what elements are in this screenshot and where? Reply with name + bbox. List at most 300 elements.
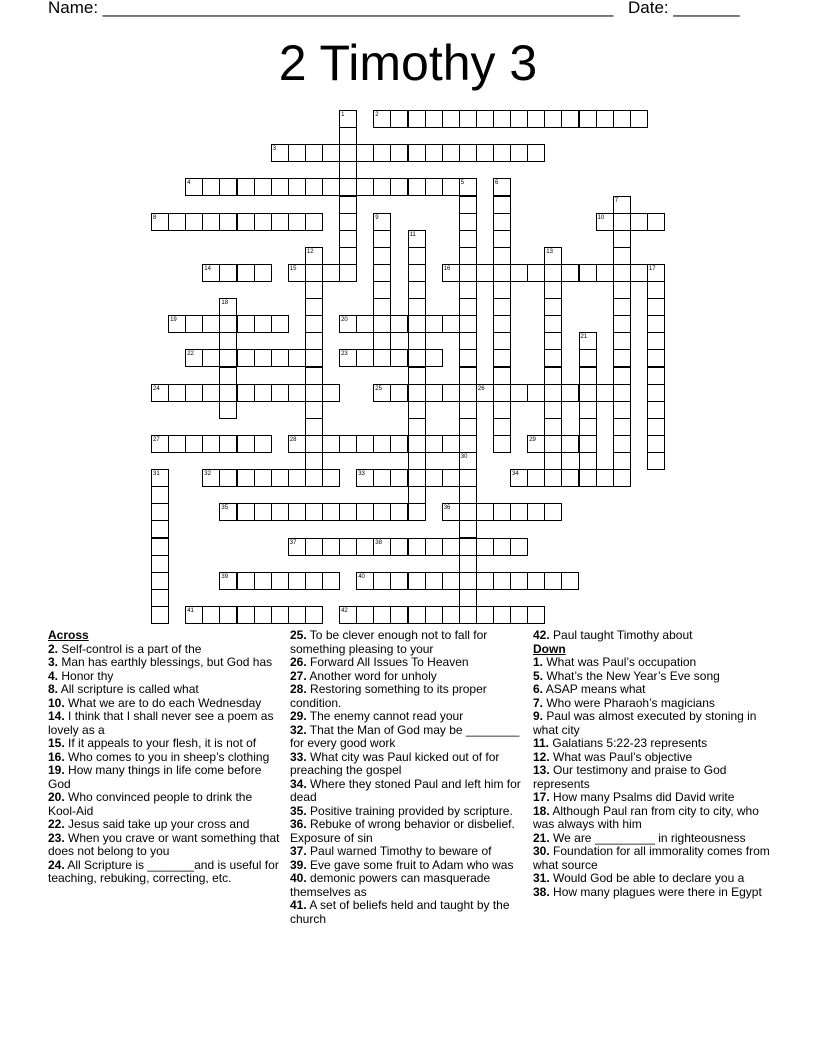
grid-cell[interactable] — [493, 178, 511, 196]
grid-cell[interactable] — [561, 384, 579, 402]
grid-cell[interactable] — [288, 384, 306, 402]
grid-cell[interactable] — [254, 178, 272, 196]
grid-cell[interactable] — [339, 606, 357, 624]
grid-cell[interactable] — [390, 384, 408, 402]
grid-cell[interactable] — [271, 349, 289, 367]
grid-cell[interactable] — [254, 606, 272, 624]
grid-cell[interactable] — [613, 298, 631, 316]
grid-cell[interactable] — [647, 418, 665, 436]
grid-cell[interactable] — [390, 572, 408, 590]
grid-cell[interactable] — [305, 401, 323, 419]
grid-cell[interactable] — [373, 435, 391, 453]
grid-cell[interactable] — [356, 469, 374, 487]
grid-cell[interactable] — [254, 384, 272, 402]
grid-cell[interactable] — [339, 315, 357, 333]
grid-cell[interactable] — [408, 349, 426, 367]
grid-cell[interactable] — [151, 435, 169, 453]
grid-cell[interactable] — [425, 538, 443, 556]
grid-cell[interactable] — [544, 435, 562, 453]
grid-cell[interactable] — [596, 213, 614, 231]
grid-cell[interactable] — [561, 572, 579, 590]
grid-cell[interactable] — [579, 349, 597, 367]
grid-cell[interactable] — [339, 127, 357, 145]
grid-cell[interactable] — [544, 264, 562, 282]
grid-cell[interactable] — [544, 418, 562, 436]
grid-cell[interactable] — [305, 247, 323, 265]
grid-cell[interactable] — [322, 435, 340, 453]
grid-cell[interactable] — [459, 349, 477, 367]
grid-cell[interactable] — [271, 178, 289, 196]
grid-cell[interactable] — [185, 315, 203, 333]
grid-cell[interactable] — [544, 469, 562, 487]
grid-cell[interactable] — [459, 503, 477, 521]
grid-cell[interactable] — [322, 144, 340, 162]
grid-cell[interactable] — [510, 144, 528, 162]
grid-cell[interactable] — [630, 213, 648, 231]
grid-cell[interactable] — [613, 196, 631, 214]
grid-cell[interactable] — [613, 213, 631, 231]
grid-cell[interactable] — [288, 469, 306, 487]
grid-cell[interactable] — [305, 178, 323, 196]
grid-cell[interactable] — [408, 247, 426, 265]
grid-cell[interactable] — [493, 503, 511, 521]
grid-cell[interactable] — [476, 606, 494, 624]
grid-cell[interactable] — [579, 418, 597, 436]
grid-cell[interactable] — [219, 469, 237, 487]
grid-cell[interactable] — [408, 418, 426, 436]
grid-cell[interactable] — [254, 349, 272, 367]
grid-cell[interactable] — [390, 469, 408, 487]
grid-cell[interactable] — [202, 435, 220, 453]
grid-cell[interactable] — [579, 435, 597, 453]
grid-cell[interactable] — [459, 196, 477, 214]
grid-cell[interactable] — [305, 281, 323, 299]
grid-cell[interactable] — [390, 178, 408, 196]
grid-cell[interactable] — [305, 264, 323, 282]
grid-cell[interactable] — [459, 281, 477, 299]
grid-cell[interactable] — [408, 384, 426, 402]
grid-cell[interactable] — [168, 384, 186, 402]
grid-cell[interactable] — [613, 264, 631, 282]
grid-cell[interactable] — [288, 435, 306, 453]
grid-cell[interactable] — [459, 520, 477, 538]
grid-cell[interactable] — [459, 384, 477, 402]
grid-cell[interactable] — [305, 367, 323, 385]
grid-cell[interactable] — [305, 435, 323, 453]
grid-cell[interactable] — [151, 486, 169, 504]
grid-cell[interactable] — [390, 606, 408, 624]
grid-cell[interactable] — [459, 555, 477, 573]
grid-cell[interactable] — [339, 247, 357, 265]
grid-cell[interactable] — [185, 349, 203, 367]
grid-cell[interactable] — [373, 315, 391, 333]
grid-cell[interactable] — [408, 538, 426, 556]
grid-cell[interactable] — [373, 606, 391, 624]
grid-cell[interactable] — [510, 572, 528, 590]
grid-cell[interactable] — [459, 178, 477, 196]
grid-cell[interactable] — [408, 435, 426, 453]
grid-cell[interactable] — [339, 503, 357, 521]
grid-cell[interactable] — [305, 315, 323, 333]
grid-cell[interactable] — [493, 572, 511, 590]
date-line[interactable]: _______ — [673, 0, 740, 17]
grid-cell[interactable] — [493, 247, 511, 265]
grid-cell[interactable] — [305, 572, 323, 590]
grid-cell[interactable] — [459, 538, 477, 556]
grid-cell[interactable] — [151, 384, 169, 402]
grid-cell[interactable] — [647, 332, 665, 350]
grid-cell[interactable] — [202, 264, 220, 282]
grid-cell[interactable] — [219, 264, 237, 282]
grid-cell[interactable] — [493, 144, 511, 162]
grid-cell[interactable] — [579, 452, 597, 470]
grid-cell[interactable] — [254, 435, 272, 453]
grid-cell[interactable] — [408, 367, 426, 385]
grid-cell[interactable] — [219, 606, 237, 624]
grid-cell[interactable] — [579, 469, 597, 487]
grid-cell[interactable] — [202, 213, 220, 231]
grid-cell[interactable] — [425, 349, 443, 367]
grid-cell[interactable] — [271, 503, 289, 521]
grid-cell[interactable] — [219, 213, 237, 231]
grid-cell[interactable] — [339, 213, 357, 231]
grid-cell[interactable] — [613, 332, 631, 350]
grid-cell[interactable] — [237, 384, 255, 402]
grid-cell[interactable] — [356, 503, 374, 521]
grid-cell[interactable] — [408, 486, 426, 504]
grid-cell[interactable] — [579, 332, 597, 350]
grid-cell[interactable] — [271, 144, 289, 162]
grid-cell[interactable] — [322, 264, 340, 282]
grid-cell[interactable] — [493, 332, 511, 350]
grid-cell[interactable] — [544, 247, 562, 265]
grid-cell[interactable] — [544, 384, 562, 402]
grid-cell[interactable] — [237, 264, 255, 282]
grid-cell[interactable] — [373, 230, 391, 248]
grid-cell[interactable] — [305, 469, 323, 487]
grid-cell[interactable] — [476, 538, 494, 556]
grid-cell[interactable] — [288, 264, 306, 282]
grid-cell[interactable] — [219, 572, 237, 590]
grid-cell[interactable] — [579, 401, 597, 419]
grid-cell[interactable] — [493, 230, 511, 248]
grid-cell[interactable] — [322, 572, 340, 590]
grid-cell[interactable] — [288, 503, 306, 521]
grid-cell[interactable] — [527, 572, 545, 590]
grid-cell[interactable] — [459, 486, 477, 504]
grid-cell[interactable] — [510, 503, 528, 521]
grid-cell[interactable] — [613, 367, 631, 385]
grid-cell[interactable] — [408, 230, 426, 248]
grid-cell[interactable] — [425, 469, 443, 487]
grid-cell[interactable] — [271, 469, 289, 487]
grid-cell[interactable] — [544, 110, 562, 128]
grid-cell[interactable] — [168, 213, 186, 231]
grid-cell[interactable] — [219, 384, 237, 402]
grid-cell[interactable] — [527, 469, 545, 487]
grid-cell[interactable] — [339, 538, 357, 556]
grid-cell[interactable] — [459, 315, 477, 333]
grid-cell[interactable] — [647, 213, 665, 231]
grid-cell[interactable] — [408, 469, 426, 487]
grid-cell[interactable] — [459, 469, 477, 487]
grid-cell[interactable] — [459, 110, 477, 128]
grid-cell[interactable] — [579, 384, 597, 402]
grid-cell[interactable] — [390, 315, 408, 333]
grid-cell[interactable] — [356, 572, 374, 590]
grid-cell[interactable] — [442, 384, 460, 402]
grid-cell[interactable] — [185, 606, 203, 624]
grid-cell[interactable] — [425, 435, 443, 453]
grid-cell[interactable] — [408, 110, 426, 128]
grid-cell[interactable] — [613, 230, 631, 248]
grid-cell[interactable] — [202, 349, 220, 367]
grid-cell[interactable] — [356, 435, 374, 453]
grid-cell[interactable] — [373, 332, 391, 350]
grid-cell[interactable] — [459, 264, 477, 282]
grid-cell[interactable] — [561, 435, 579, 453]
grid-cell[interactable] — [254, 469, 272, 487]
grid-cell[interactable] — [305, 332, 323, 350]
grid-cell[interactable] — [493, 196, 511, 214]
grid-cell[interactable] — [373, 110, 391, 128]
grid-cell[interactable] — [151, 555, 169, 573]
grid-cell[interactable] — [544, 572, 562, 590]
grid-cell[interactable] — [373, 538, 391, 556]
grid-cell[interactable] — [185, 178, 203, 196]
grid-cell[interactable] — [527, 110, 545, 128]
grid-cell[interactable] — [339, 230, 357, 248]
grid-cell[interactable] — [544, 452, 562, 470]
grid-cell[interactable] — [459, 435, 477, 453]
grid-cell[interactable] — [493, 401, 511, 419]
grid-cell[interactable] — [493, 367, 511, 385]
grid-cell[interactable] — [510, 384, 528, 402]
grid-cell[interactable] — [219, 298, 237, 316]
grid-cell[interactable] — [305, 298, 323, 316]
grid-cell[interactable] — [459, 230, 477, 248]
grid-cell[interactable] — [339, 349, 357, 367]
grid-cell[interactable] — [596, 469, 614, 487]
grid-cell[interactable] — [339, 144, 357, 162]
grid-cell[interactable] — [425, 606, 443, 624]
grid-cell[interactable] — [510, 264, 528, 282]
grid-cell[interactable] — [305, 213, 323, 231]
grid-cell[interactable] — [527, 144, 545, 162]
grid-cell[interactable] — [408, 178, 426, 196]
grid-cell[interactable] — [339, 161, 357, 179]
grid-cell[interactable] — [322, 538, 340, 556]
grid-cell[interactable] — [373, 349, 391, 367]
grid-cell[interactable] — [373, 213, 391, 231]
grid-cell[interactable] — [561, 110, 579, 128]
grid-cell[interactable] — [459, 418, 477, 436]
grid-cell[interactable] — [271, 572, 289, 590]
grid-cell[interactable] — [305, 452, 323, 470]
grid-cell[interactable] — [168, 315, 186, 333]
grid-cell[interactable] — [390, 349, 408, 367]
grid-cell[interactable] — [527, 503, 545, 521]
grid-cell[interactable] — [613, 401, 631, 419]
grid-cell[interactable] — [339, 110, 357, 128]
grid-cell[interactable] — [510, 469, 528, 487]
grid-cell[interactable] — [613, 110, 631, 128]
grid-cell[interactable] — [151, 213, 169, 231]
grid-cell[interactable] — [527, 606, 545, 624]
grid-cell[interactable] — [493, 538, 511, 556]
grid-cell[interactable] — [510, 110, 528, 128]
grid-cell[interactable] — [151, 520, 169, 538]
grid-cell[interactable] — [390, 503, 408, 521]
grid-cell[interactable] — [613, 418, 631, 436]
grid-cell[interactable] — [493, 384, 511, 402]
grid-cell[interactable] — [373, 572, 391, 590]
grid-cell[interactable] — [305, 144, 323, 162]
grid-cell[interactable] — [151, 589, 169, 607]
grid-cell[interactable] — [442, 178, 460, 196]
grid-cell[interactable] — [493, 110, 511, 128]
grid-cell[interactable] — [151, 572, 169, 590]
grid-cell[interactable] — [219, 401, 237, 419]
grid-cell[interactable] — [339, 178, 357, 196]
grid-cell[interactable] — [425, 110, 443, 128]
grid-cell[interactable] — [237, 315, 255, 333]
grid-cell[interactable] — [544, 281, 562, 299]
grid-cell[interactable] — [373, 469, 391, 487]
grid-cell[interactable] — [527, 384, 545, 402]
grid-cell[interactable] — [151, 538, 169, 556]
grid-cell[interactable] — [459, 213, 477, 231]
grid-cell[interactable] — [271, 315, 289, 333]
grid-cell[interactable] — [544, 298, 562, 316]
grid-cell[interactable] — [408, 144, 426, 162]
grid-cell[interactable] — [237, 572, 255, 590]
grid-cell[interactable] — [373, 264, 391, 282]
grid-cell[interactable] — [219, 332, 237, 350]
grid-cell[interactable] — [288, 144, 306, 162]
grid-cell[interactable] — [408, 452, 426, 470]
grid-cell[interactable] — [544, 349, 562, 367]
grid-cell[interactable] — [305, 538, 323, 556]
grid-cell[interactable] — [459, 298, 477, 316]
grid-cell[interactable] — [493, 213, 511, 231]
grid-cell[interactable] — [288, 349, 306, 367]
grid-cell[interactable] — [408, 606, 426, 624]
grid-cell[interactable] — [442, 264, 460, 282]
grid-cell[interactable] — [237, 435, 255, 453]
grid-cell[interactable] — [527, 435, 545, 453]
grid-cell[interactable] — [408, 503, 426, 521]
grid-cell[interactable] — [442, 538, 460, 556]
grid-cell[interactable] — [647, 315, 665, 333]
grid-cell[interactable] — [442, 469, 460, 487]
grid-cell[interactable] — [613, 384, 631, 402]
grid-cell[interactable] — [254, 213, 272, 231]
grid-cell[interactable] — [322, 469, 340, 487]
grid-cell[interactable] — [390, 110, 408, 128]
grid-cell[interactable] — [476, 110, 494, 128]
grid-cell[interactable] — [510, 538, 528, 556]
grid-cell[interactable] — [442, 315, 460, 333]
grid-cell[interactable] — [356, 144, 374, 162]
grid-cell[interactable] — [442, 572, 460, 590]
grid-cell[interactable] — [339, 435, 357, 453]
grid-cell[interactable] — [408, 401, 426, 419]
grid-cell[interactable] — [237, 469, 255, 487]
grid-cell[interactable] — [254, 315, 272, 333]
grid-cell[interactable] — [151, 606, 169, 624]
grid-cell[interactable] — [390, 435, 408, 453]
grid-cell[interactable] — [442, 144, 460, 162]
grid-cell[interactable] — [493, 606, 511, 624]
grid-cell[interactable] — [647, 264, 665, 282]
grid-cell[interactable] — [373, 384, 391, 402]
grid-cell[interactable] — [339, 264, 357, 282]
grid-cell[interactable] — [647, 401, 665, 419]
grid-cell[interactable] — [613, 315, 631, 333]
grid-cell[interactable] — [544, 367, 562, 385]
grid-cell[interactable] — [579, 110, 597, 128]
grid-cell[interactable] — [219, 178, 237, 196]
grid-cell[interactable] — [408, 332, 426, 350]
grid-cell[interactable] — [185, 435, 203, 453]
grid-cell[interactable] — [288, 606, 306, 624]
grid-cell[interactable] — [493, 298, 511, 316]
grid-cell[interactable] — [219, 367, 237, 385]
grid-cell[interactable] — [219, 315, 237, 333]
grid-cell[interactable] — [476, 572, 494, 590]
grid-cell[interactable] — [151, 469, 169, 487]
grid-cell[interactable] — [544, 401, 562, 419]
grid-cell[interactable] — [442, 503, 460, 521]
grid-cell[interactable] — [596, 384, 614, 402]
grid-cell[interactable] — [185, 213, 203, 231]
name-line[interactable]: ______________________________________________________ — [102, 0, 614, 17]
grid-cell[interactable] — [459, 606, 477, 624]
grid-cell[interactable] — [373, 247, 391, 265]
grid-cell[interactable] — [288, 572, 306, 590]
grid-cell[interactable] — [305, 606, 323, 624]
grid-cell[interactable] — [408, 264, 426, 282]
grid-cell[interactable] — [237, 503, 255, 521]
grid-cell[interactable] — [322, 503, 340, 521]
grid-cell[interactable] — [408, 315, 426, 333]
grid-cell[interactable] — [288, 178, 306, 196]
grid-cell[interactable] — [390, 538, 408, 556]
grid-cell[interactable] — [322, 384, 340, 402]
grid-cell[interactable] — [613, 247, 631, 265]
grid-cell[interactable] — [425, 572, 443, 590]
grid-cell[interactable] — [305, 503, 323, 521]
grid-cell[interactable] — [647, 435, 665, 453]
grid-cell[interactable] — [561, 264, 579, 282]
grid-cell[interactable] — [202, 315, 220, 333]
grid-cell[interactable] — [237, 349, 255, 367]
grid-cell[interactable] — [219, 435, 237, 453]
grid-cell[interactable] — [373, 503, 391, 521]
grid-cell[interactable] — [476, 384, 494, 402]
grid-cell[interactable] — [630, 264, 648, 282]
grid-cell[interactable] — [305, 384, 323, 402]
grid-cell[interactable] — [288, 213, 306, 231]
grid-cell[interactable] — [493, 418, 511, 436]
grid-cell[interactable] — [408, 298, 426, 316]
grid-cell[interactable] — [202, 384, 220, 402]
grid-cell[interactable] — [356, 538, 374, 556]
grid-cell[interactable] — [544, 332, 562, 350]
grid-cell[interactable] — [459, 452, 477, 470]
grid-cell[interactable] — [373, 178, 391, 196]
